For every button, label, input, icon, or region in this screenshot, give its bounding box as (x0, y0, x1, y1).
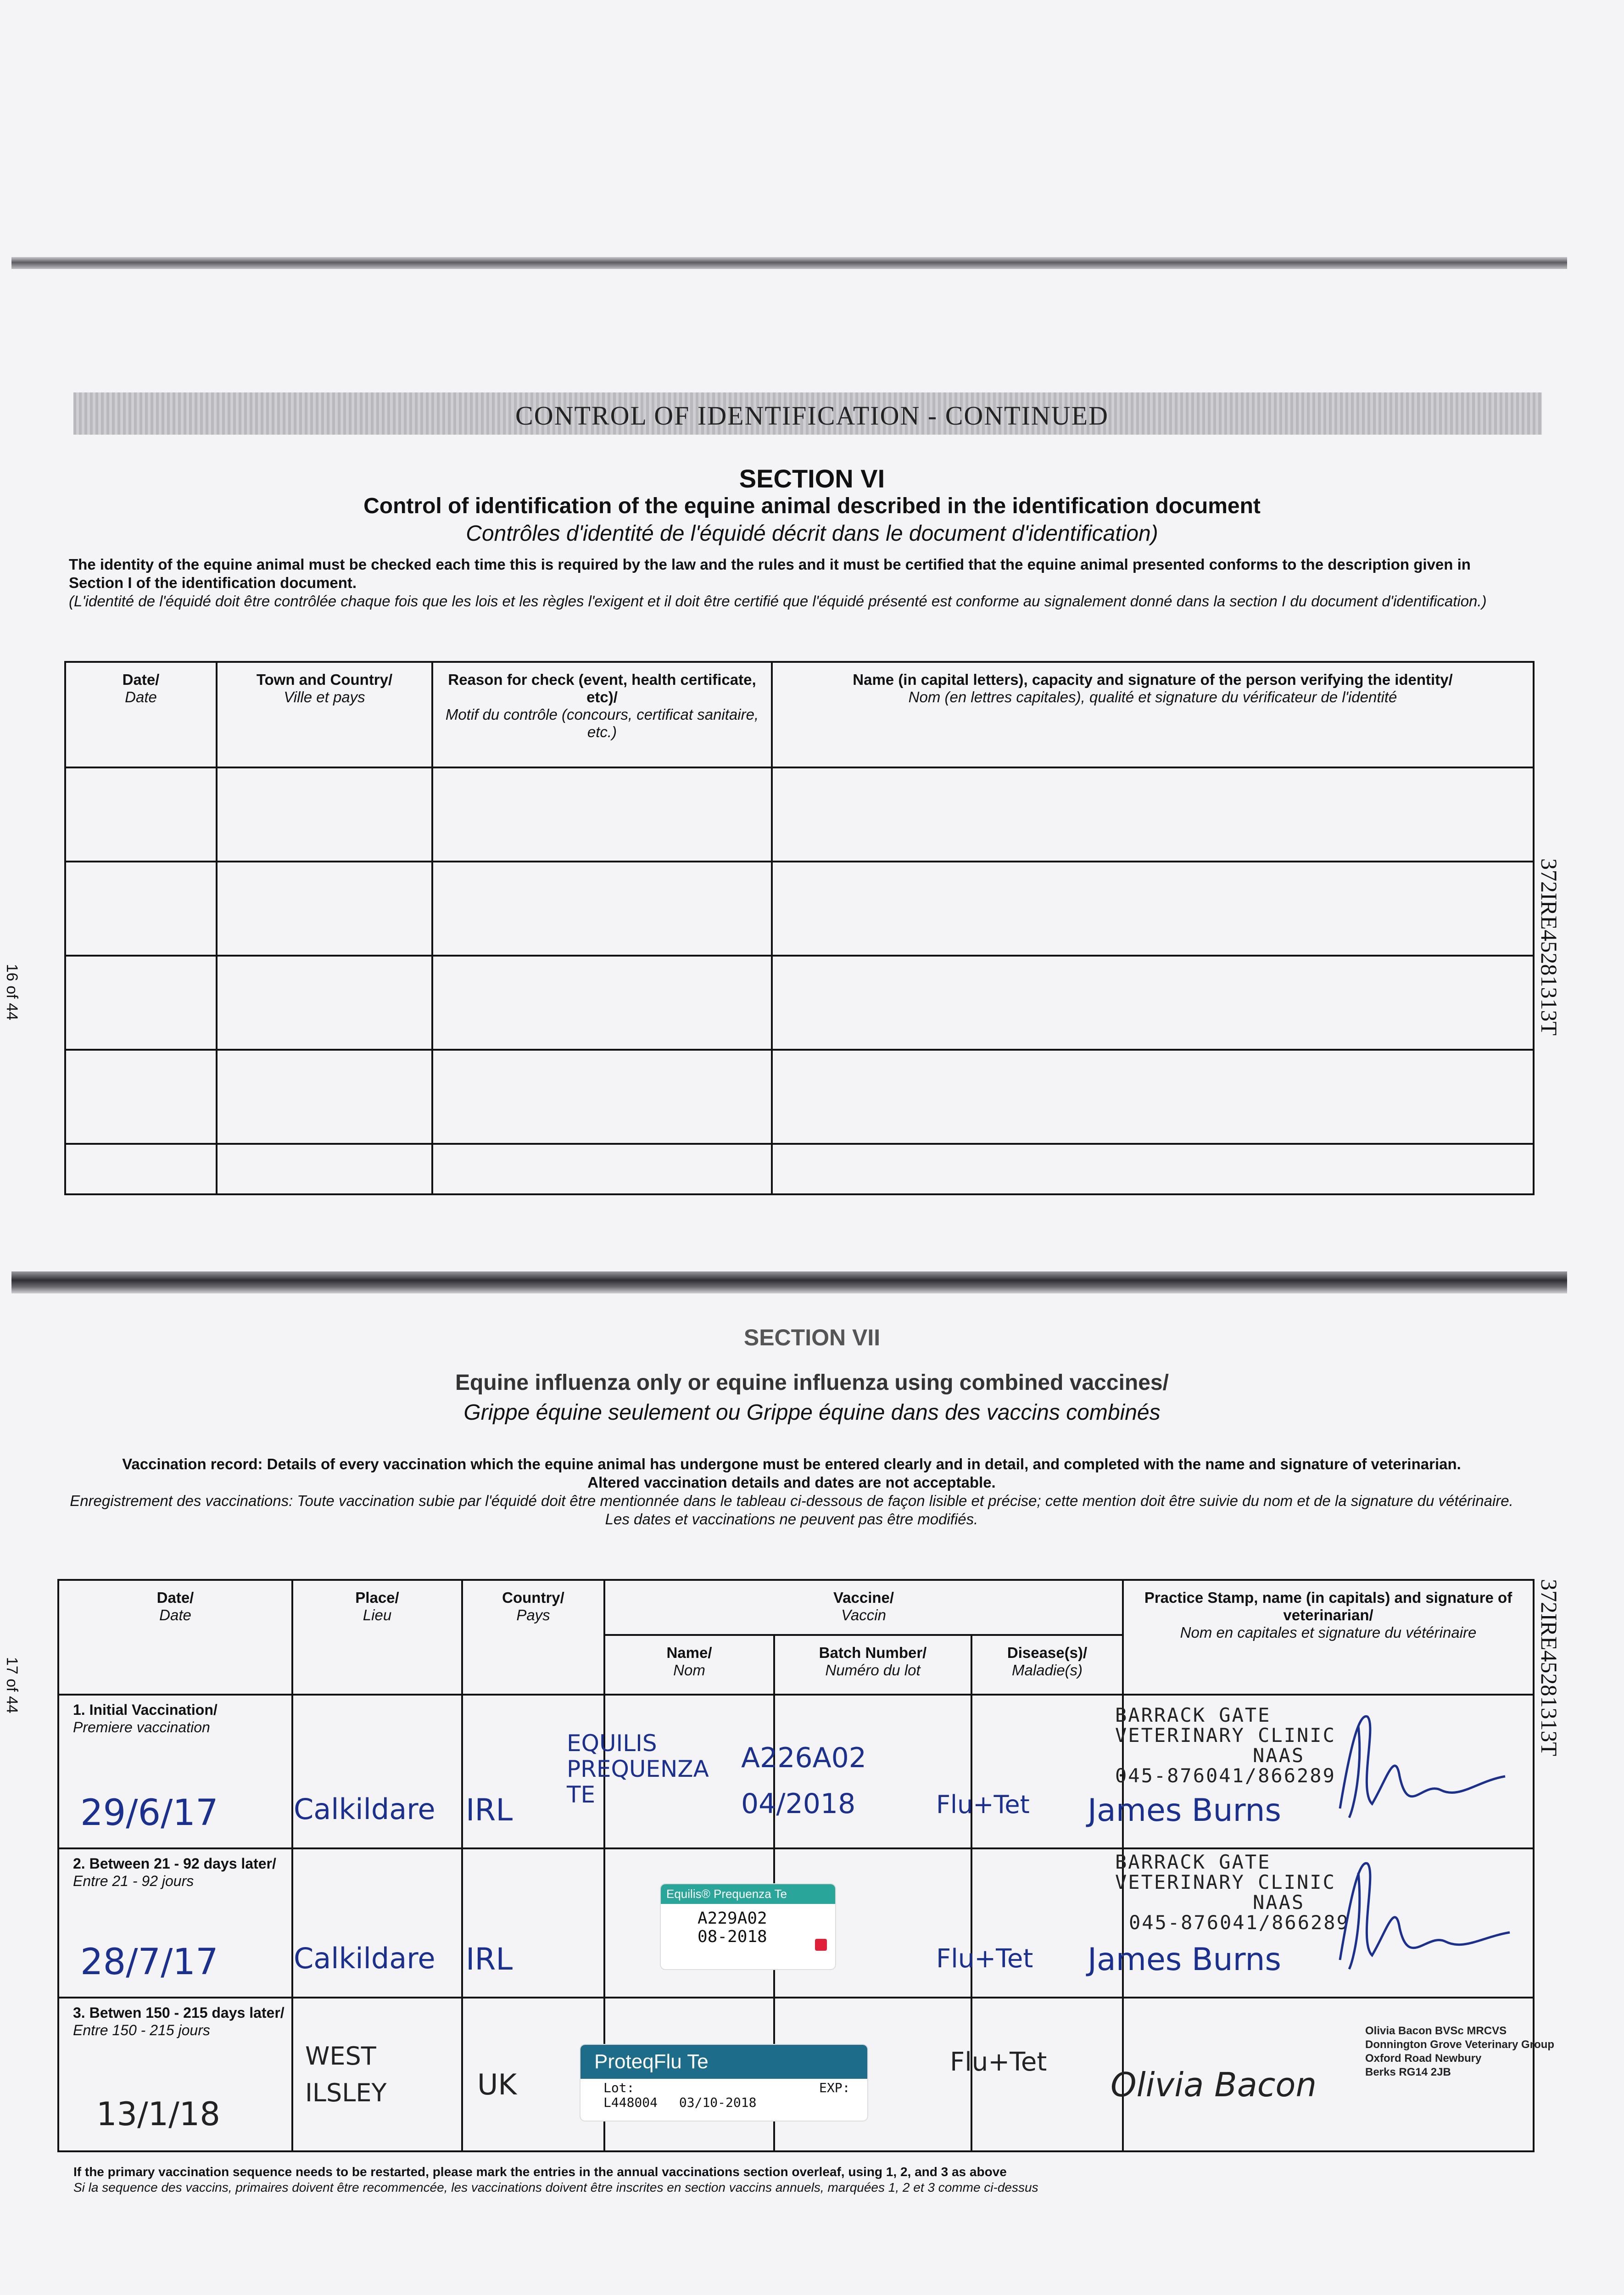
row2-place: Calkildare (294, 1942, 435, 1975)
row3-disease: Flu+Tet (950, 2047, 1047, 2077)
row1-disease: Flu+Tet (936, 1790, 1030, 1819)
footer-en: If the primary vaccination sequence needs to be restarted, please mark the entries in the annual vaccinations section overleaf, using 1, 2, and 3 as above (73, 2165, 1007, 2179)
row3-sticker-brand: ProteqFlu Te (580, 2045, 867, 2079)
table-row (65, 767, 1534, 862)
row2-sticker-mark (815, 1939, 827, 1951)
row1-vet-name: James Burns (1088, 1792, 1281, 1829)
footer-fr: Si la sequence des vaccins, primaires doivent être recommencée, les vaccinations doivent être inscrites en section vaccins annuels, marquées 1, 2 et 3 comme ci-dessus (73, 2180, 1038, 2194)
row2-sticker-brand: Equilis® Prequenza Te (661, 1884, 835, 1904)
section7-para-en2: Altered vaccination details and dates are not acceptable. (587, 1474, 996, 1491)
table-row (65, 956, 1534, 1050)
row3-date: 13/1/18 (96, 2095, 220, 2133)
row1-practice-stamp: BARRACK GATE VETERINARY CLINIC NAAS 045-876041/866289 (1115, 1704, 1336, 1787)
row3-country: UK (477, 2068, 517, 2101)
section6-table (64, 661, 1535, 1195)
table-row (65, 862, 1534, 956)
section6-header-row (65, 662, 1534, 767)
row2-signature (1331, 1845, 1533, 1992)
page-number-top: 16 of 44 (3, 964, 21, 1020)
row2-vaccine-sticker (661, 1884, 835, 1969)
section6-heading-en: Control of identification of the equine animal described in the identification document (363, 494, 1261, 518)
row1-country: IRL (466, 1792, 513, 1828)
col-date: Date/ Date (65, 662, 217, 767)
section7-para-fr: Enregistrement des vaccinations: Toute vaccination subie par l'équidé doit être mentionnée dans le tableau ci-dessous de façon lisible et précise; cette mention doit être suivie du nom et de la signature du vétérinaire. Les dates et vaccinations ne peuvent pas être modifiés. (70, 1492, 1513, 1528)
col-reason: Reason for check (event, health certificate, etc)/ Motif du contrôle (concours, certificat sanitaire, etc.) (432, 662, 772, 767)
col-vaccine-group: Vaccine/ Vaccin (604, 1580, 1123, 1635)
page-number-bottom: 17 of 44 (3, 1657, 21, 1713)
row3-vaccine-sticker (580, 2045, 867, 2121)
row3-sticker-lot: L448004 (603, 2095, 658, 2110)
col-town-country: Town and Country/ Ville et pays (217, 662, 432, 767)
col-vaccine-name: Name/ Nom (604, 1635, 774, 1695)
footer-note (73, 2164, 1038, 2195)
table-row (65, 1144, 1534, 1194)
row3-sticker-exp-label: EXP: (819, 2080, 850, 2095)
row1-date: 29/6/17 (80, 1792, 218, 1834)
row-label-initial: 1. Initial Vaccination/ Premiere vaccination (58, 1695, 292, 1848)
col-vacc-place: Place/ Lieu (292, 1580, 462, 1695)
id-number-top: 372IRE45281313T (1536, 858, 1562, 1036)
row3-sticker-lot-label: Lot: (603, 2080, 635, 2095)
page-fold-middle (11, 1271, 1567, 1293)
col-batch-number: Batch Number/ Numéro du lot (774, 1635, 971, 1695)
row1-signature (1331, 1698, 1533, 1850)
section7-heading-en: Equine influenza only or equine influenza using combined vaccines/ (455, 1371, 1169, 1395)
section7-title: SECTION VII (743, 1325, 881, 1350)
col-vacc-date: Date/ Date (58, 1580, 292, 1695)
row-label-second: 2. Between 21 - 92 days later/ Entre 21 - 92 jours (58, 1848, 292, 1998)
section6-heading-fr: Contrôles d'identité de l'équidé décrit dans le document d'identification) (466, 521, 1158, 546)
row1-place: Calkildare (294, 1792, 435, 1826)
section6-instructions (69, 555, 1514, 610)
table-row (65, 1050, 1534, 1144)
row2-country: IRL (466, 1942, 513, 1977)
section6-para-en: The identity of the equine animal must be checked each time this is required by the law and the rules and it must be certified that the equine animal presented conforms to the description given in Section I of the identification document. (69, 556, 1471, 591)
section7-para-en: Vaccination record: Details of every vaccination which the equine animal has undergone must be entered clearly and in detail, and completed with the name and signature of veterinarian. (122, 1455, 1461, 1472)
row2-disease: Flu+Tet (936, 1944, 1033, 1974)
row1-vaccine-name: EQUILIS PREQUENZA TE (567, 1730, 709, 1808)
row2-date: 28/7/17 (80, 1942, 218, 1983)
row-label-third: 3. Betwen 150 - 215 days later/ Entre 150 - 215 jours (58, 1998, 292, 2151)
row3-place: WEST ILSLEY (305, 2042, 387, 2107)
col-practice-stamp: Practice Stamp, name (in capitals) and signature of veterinarian/ Nom en capitales et signature du vétérinaire (1123, 1580, 1534, 1695)
section7-instructions (69, 1455, 1514, 1528)
row1-batch: A226A02 04/2018 (741, 1742, 866, 1820)
row2-vet-name: James Burns (1088, 1942, 1281, 1978)
section7-heading-fr: Grippe équine seulement ou Grippe équine dans des vaccins combinés (463, 1400, 1161, 1425)
row3-practice-stamp: Olivia Bacon BVSc MRCVS Donnington Grove Veterinary Group Oxford Road Newbury Berks RG14 2JB (1365, 2025, 1555, 2078)
page-fold-top (11, 257, 1567, 269)
col-vacc-country: Country/ Pays (462, 1580, 604, 1695)
control-banner: CONTROL OF IDENTIFICATION - CONTINUED (515, 401, 1109, 431)
col-verifier: Name (in capital letters), capacity and signature of the person verifying the identity/ Nom (en lettres capitales), qualité et signature du vérificateur de l'identité (772, 662, 1534, 767)
row3-vet-name: Olivia Bacon (1111, 2066, 1317, 2104)
row3-sticker-exp: 03/10-2018 (679, 2095, 757, 2110)
row2-sticker-lot: A229A02 (698, 1909, 767, 1928)
id-number-bottom: 372IRE45281313T (1536, 1579, 1562, 1757)
row2-practice-stamp: BARRACK GATE VETERINARY CLINIC NAAS 045-876041/866289 (1115, 1851, 1350, 1934)
section6-title: SECTION VI (739, 464, 885, 493)
col-disease: Disease(s)/ Maladie(s) (971, 1635, 1123, 1695)
section6-para-fr: (L'identité de l'équidé doit être contrôlée chaque fois que les lois et les règles l'exigent et il doit être certifié que l'équidé présenté est conforme au signalement donné dans la section I du document d'identification.) (69, 593, 1487, 610)
row2-sticker-exp: 08-2018 (698, 1927, 767, 1946)
